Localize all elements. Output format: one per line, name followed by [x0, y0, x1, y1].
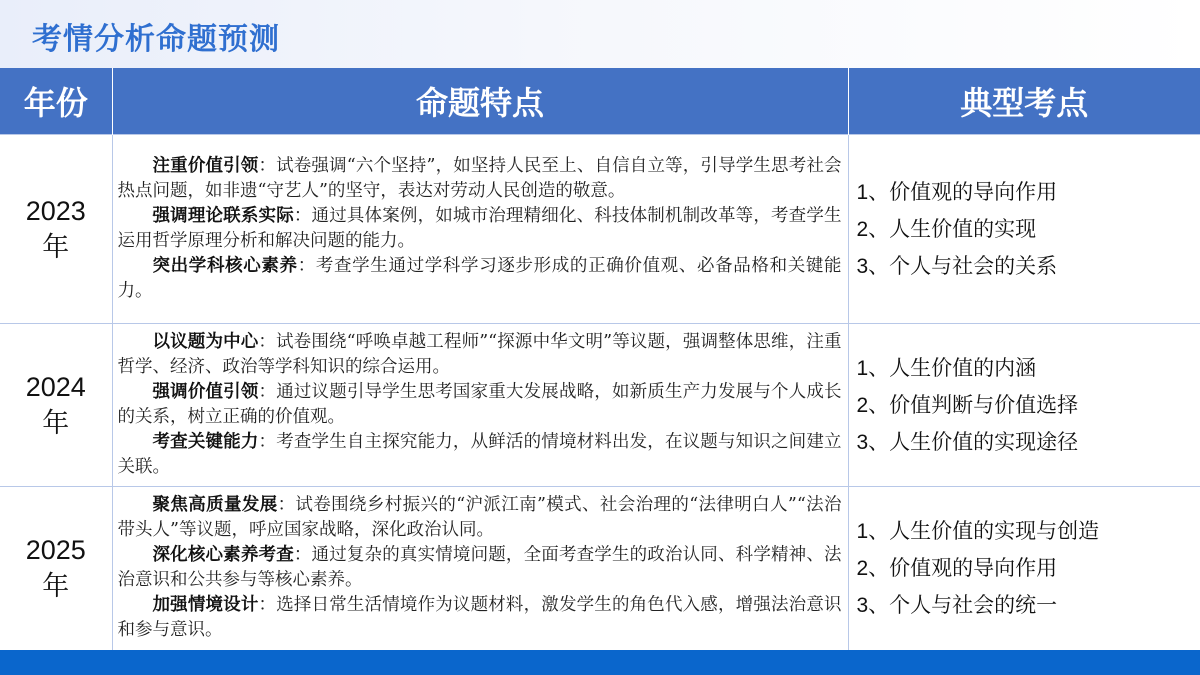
point-item: 3、人生价值的实现途径 — [856, 430, 1079, 454]
point-item: 2、价值判断与价值选择 — [856, 393, 1079, 417]
feature-text: ：选择日常生活情境作为议题材料，激发学生的角色代入感，增强法治意识和参与意识。 — [117, 595, 842, 641]
header-year: 年份 — [0, 68, 112, 135]
table-row — [0, 135, 1200, 324]
header-points: 典型考点 — [848, 68, 1200, 135]
year-cell — [0, 324, 112, 487]
feature-paragraph — [118, 493, 842, 543]
year-number: 2025 — [25, 535, 86, 566]
feature-paragraph — [118, 254, 842, 304]
year-unit: 年 — [42, 571, 70, 602]
feature-label: 聚焦高质量发展 — [152, 495, 278, 516]
bottom-bar — [0, 650, 1200, 675]
feature-text: ：试卷围绕乡村振兴的“沪派江南”模式、社会治理的“法律明白人”“法治带头人”等议题，呼应国家战略，深化政治认同。 — [117, 495, 842, 541]
feature-label: 注重价值引领 — [152, 156, 259, 176]
feature-label: 考查关键能力 — [152, 432, 259, 452]
year-number: 2023 — [25, 196, 86, 226]
year-unit: 年 — [42, 408, 70, 438]
feature-paragraph — [118, 330, 842, 380]
point-item: 1、人生价值的实现与创造 — [856, 519, 1100, 543]
feature-label: 深化核心素养考查 — [152, 545, 294, 566]
feature-paragraph — [118, 380, 842, 430]
feature-label: 强调理论联系实际 — [152, 206, 294, 226]
page-title: 考情分析命题预测 — [32, 22, 280, 57]
feature-text: ：通过复杂的真实情境问题，全面考查学生的政治认同、科学精神、法治意识和公共参与等核心素养。 — [117, 545, 842, 591]
point-item: 3、个人与社会的统一 — [856, 593, 1058, 617]
feature-label: 加强情境设计 — [152, 595, 259, 616]
year-cell — [0, 487, 112, 650]
point-item: 1、人生价值的内涵 — [856, 356, 1037, 380]
feature-paragraph — [118, 204, 842, 254]
year-cell — [0, 135, 112, 324]
feature-paragraph — [118, 593, 842, 643]
year-unit: 年 — [42, 232, 70, 262]
points-cell — [848, 324, 1200, 487]
features-cell — [112, 487, 848, 650]
feature-text: ：通过议题引导学生思考国家重大发展战略，如新质生产力发展与个人成长的关系，树立正确的价值观。 — [117, 382, 842, 427]
table-header-row — [0, 68, 1200, 135]
points-cell — [848, 487, 1200, 650]
feature-text: ：试卷围绕“呼唤卓越工程师”“探源中华文明”等议题，强调整体思维，注重哲学、经济、政治等学科知识的综合运用。 — [117, 332, 842, 377]
feature-text: ：试卷强调“六个坚持”，如坚持人民至上、自信自立等，引导学生思考社会热点问题，如非遗“守艺人”的坚守，表达对劳动人民创造的敬意。 — [117, 156, 842, 201]
point-item: 2、人生价值的实现 — [856, 217, 1037, 241]
point-item: 1、价值观的导向作用 — [856, 180, 1058, 204]
feature-paragraph — [118, 154, 842, 204]
feature-label: 强调价值引领 — [152, 382, 259, 402]
feature-paragraph — [118, 430, 842, 480]
title-bar — [0, 0, 1200, 68]
feature-paragraph — [118, 543, 842, 593]
year-number: 2024 — [25, 372, 86, 402]
analysis-table — [0, 68, 1200, 650]
header-features: 命题特点 — [112, 68, 848, 135]
points-cell — [848, 135, 1200, 324]
features-cell — [112, 135, 848, 324]
feature-text: ：通过具体案例，如城市治理精细化、科技体制机制改革等，考查学生运用哲学原理分析和解决问题的能力。 — [117, 206, 842, 251]
point-item: 2、价值观的导向作用 — [856, 556, 1058, 580]
point-item: 3、个人与社会的关系 — [856, 254, 1058, 278]
feature-label: 以议题为中心 — [152, 332, 259, 352]
table-row — [0, 487, 1200, 650]
table-row — [0, 324, 1200, 487]
feature-text: ：考查学生通过学科学习逐步形成的正确价值观、必备品格和关键能力。 — [117, 256, 842, 301]
features-cell — [112, 324, 848, 487]
feature-text: ：考查学生自主探究能力，从鲜活的情境材料出发，在议题与知识之间建立关联。 — [117, 432, 842, 477]
feature-label: 突出学科核心素养 — [152, 256, 298, 276]
